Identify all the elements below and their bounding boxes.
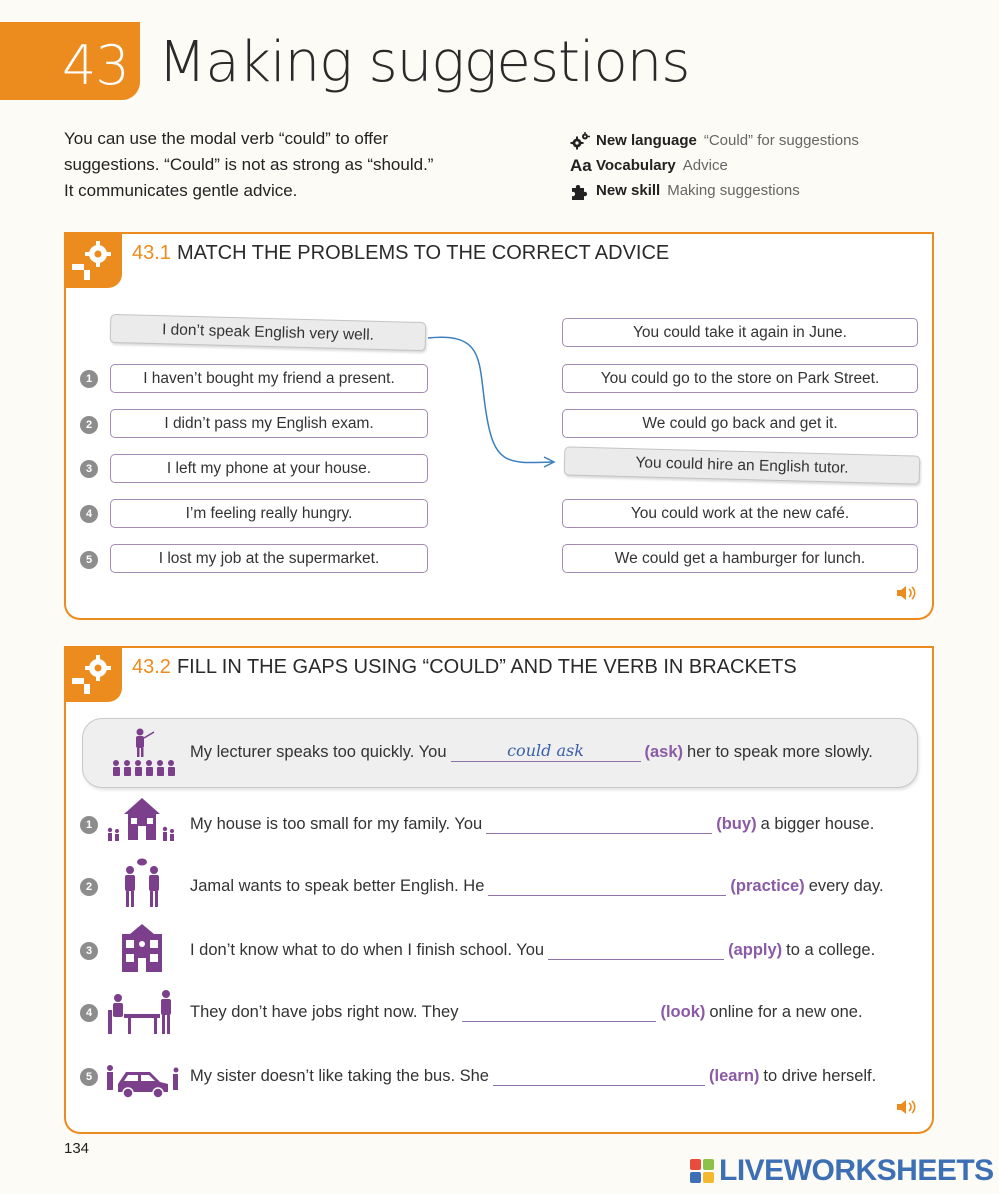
- problem-item[interactable]: I lost my job at the supermarket.: [110, 544, 428, 573]
- exercise-badge: [64, 646, 122, 702]
- gears-icon: [68, 650, 118, 698]
- answer-input[interactable]: [548, 940, 724, 960]
- advice-item[interactable]: We could go back and get it.: [562, 409, 918, 438]
- item-number: 3: [80, 460, 98, 478]
- sentence-text: a bigger house.: [760, 815, 875, 833]
- example-answer: could ask: [507, 741, 584, 760]
- meta-label: New language: [596, 132, 697, 149]
- sentence-text: her to speak more slowly.: [687, 743, 873, 761]
- example-advice: You could hire an English tutor.: [564, 446, 921, 484]
- answer-gap: [451, 742, 641, 762]
- item-number: 1: [80, 370, 98, 388]
- lecture-illustration: [104, 726, 180, 780]
- intro-text: You can use the modal verb “could” to offer suggestions. “Could” is not as strong as “should.” It communicates gentle advice.: [64, 129, 434, 200]
- sentence-text: My sister doesn’t like taking the bus. She: [190, 1067, 489, 1085]
- verb-hint: (ask): [644, 743, 684, 761]
- exercise-title: [132, 656, 797, 679]
- advice-item[interactable]: We could get a hamburger for lunch.: [562, 544, 918, 573]
- example-problem: I don’t speak English very well.: [110, 314, 427, 351]
- gears-icon: [570, 132, 596, 150]
- meta-value: Advice: [682, 157, 728, 174]
- sentence-text: to drive herself.: [763, 1067, 877, 1085]
- audio-icon[interactable]: [896, 1098, 918, 1119]
- verb-hint: (practice): [730, 877, 805, 895]
- meta-value: “Could” for suggestions: [703, 132, 859, 149]
- problem-item[interactable]: I left my phone at your house.: [110, 454, 428, 483]
- sentence-text: Jamal wants to speak better English. He: [190, 877, 485, 895]
- unit-number: 43: [62, 34, 129, 97]
- meta-vocabulary: [570, 153, 859, 178]
- gap-sentence: [190, 814, 874, 834]
- verb-hint: (learn): [708, 1067, 760, 1085]
- answer-input[interactable]: [462, 1002, 656, 1022]
- liveworksheets-logo[interactable]: [690, 1154, 994, 1188]
- exercise-43-2: [64, 646, 934, 1134]
- page-number: 134: [64, 1140, 90, 1157]
- meta-label: New skill: [596, 182, 661, 199]
- meta-label: Vocabulary: [596, 157, 676, 174]
- meta-new-skill: [570, 178, 859, 203]
- sentence-text: They don’t have jobs right now. They: [190, 1003, 459, 1021]
- exercise-number: 43.1: [132, 242, 171, 264]
- sentence-text: online for a new one.: [709, 1003, 863, 1021]
- brand-name: LIVEWORKSHEETS: [719, 1154, 994, 1187]
- school-building-illustration: [104, 920, 180, 974]
- exercise-heading: MATCH THE PROBLEMS TO THE CORRECT ADVICE: [176, 242, 670, 264]
- advice-item[interactable]: You could work at the new café.: [562, 499, 918, 528]
- problem-item[interactable]: I haven’t bought my friend a present.: [110, 364, 428, 393]
- audio-icon[interactable]: [896, 584, 918, 605]
- gap-sentence: [190, 876, 884, 896]
- answer-input[interactable]: [488, 876, 726, 896]
- conversation-illustration: [104, 856, 180, 910]
- item-number: 3: [80, 942, 98, 960]
- verb-hint: (apply): [728, 941, 783, 959]
- exercise-number: 43.2: [132, 656, 171, 678]
- sentence-text: My house is too small for my family. You: [190, 815, 483, 833]
- exercise-43-1: [64, 232, 934, 620]
- brand-logo-icon: [690, 1159, 714, 1183]
- example-sentence: [190, 742, 873, 762]
- problem-item[interactable]: I didn’t pass my English exam.: [110, 409, 428, 438]
- gap-sentence: [190, 940, 875, 960]
- answer-input[interactable]: [486, 814, 712, 834]
- puzzle-icon: [570, 182, 596, 200]
- meta-value: Making suggestions: [667, 182, 800, 199]
- car-illustration: [104, 1048, 180, 1102]
- verb-hint: (look): [660, 1003, 706, 1021]
- sentence-text: to a college.: [786, 941, 876, 959]
- meta-new-language: [570, 128, 859, 153]
- advice-item[interactable]: You could take it again in June.: [562, 318, 918, 347]
- problem-item[interactable]: I’m feeling really hungry.: [110, 499, 428, 528]
- item-number: 2: [80, 878, 98, 896]
- item-number: 1: [80, 816, 98, 834]
- item-number: 5: [80, 551, 98, 569]
- verb-hint: (buy): [716, 815, 757, 833]
- job-seekers-illustration: [104, 984, 180, 1038]
- answer-input[interactable]: [493, 1066, 705, 1086]
- item-number: 4: [80, 1004, 98, 1022]
- sentence-text: every day.: [808, 877, 884, 895]
- vocabulary-aa-icon: Aa: [570, 155, 592, 175]
- sentence-text: My lecturer speaks too quickly. You: [190, 743, 447, 761]
- example-connector-arrow: [66, 232, 936, 620]
- gap-sentence: [190, 1002, 863, 1022]
- page-title: Making suggestions: [158, 30, 690, 95]
- item-number: 4: [80, 505, 98, 523]
- item-number: 2: [80, 416, 98, 434]
- item-number: 5: [80, 1068, 98, 1086]
- house-family-illustration: [104, 792, 180, 846]
- advice-item[interactable]: You could go to the store on Park Street.: [562, 364, 918, 393]
- unit-meta: [570, 128, 859, 203]
- sentence-text: I don’t know what to do when I finish school. You: [190, 941, 545, 959]
- gap-sentence: [190, 1066, 876, 1086]
- exercise-heading: FILL IN THE GAPS USING “COULD” AND THE VERB IN BRACKETS: [176, 656, 797, 678]
